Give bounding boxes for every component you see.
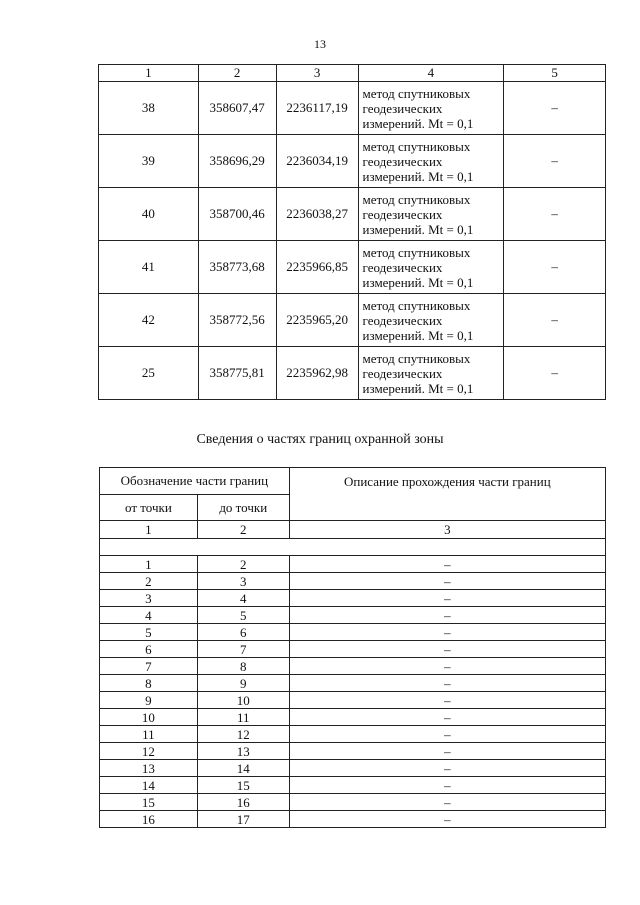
column-number: 1 [99,65,199,82]
table-header-row [100,468,606,495]
to-point-cell: 12 [197,726,289,743]
boundary-parts-table [99,467,606,828]
method-cell [358,135,504,188]
note-cell: – [504,82,606,135]
table-row [100,607,606,624]
column-numbers-row [100,521,606,539]
y-coordinate-cell: 2236117,19 [276,82,358,135]
point-number-cell: 25 [99,347,199,400]
from-point-header: от точки [100,495,198,521]
from-point-cell: 9 [100,692,198,709]
table-row [100,556,606,573]
method-cell [358,347,504,400]
table-row [99,347,606,400]
table-row [99,294,606,347]
empty-row [100,539,606,556]
table-row [100,760,606,777]
table-row [99,135,606,188]
from-point-cell: 6 [100,641,198,658]
table-row [100,573,606,590]
from-point-cell: 8 [100,675,198,692]
to-point-cell: 3 [197,573,289,590]
from-point-cell: 12 [100,743,198,760]
method-line: метод спутниковых [362,297,471,313]
method-line: измерений. Mt = 0,1 [362,274,474,290]
point-number-cell: 38 [99,82,199,135]
to-point-cell: 6 [197,624,289,641]
x-coordinate-cell: 358607,47 [198,82,276,135]
description-cell: – [289,794,605,811]
page-number: 13 [314,37,326,51]
to-point-cell: 16 [197,794,289,811]
table-row [99,188,606,241]
description-cell: – [289,811,605,828]
method-line: геодезических [362,100,443,116]
to-point-cell: 7 [197,641,289,658]
x-coordinate-cell: 358700,46 [198,188,276,241]
column-number: 4 [358,65,504,82]
description-cell: – [289,607,605,624]
method-line: измерений. Mt = 0,1 [362,327,474,343]
point-number-cell: 40 [99,188,199,241]
from-point-cell: 1 [100,556,198,573]
method-cell [358,294,504,347]
point-number-cell: 39 [99,135,199,188]
method-line: метод спутниковых [362,85,471,101]
table-row [100,675,606,692]
column-number: 5 [504,65,606,82]
description-cell: – [289,743,605,760]
note-cell: – [504,135,606,188]
table-row [100,658,606,675]
description-cell: – [289,760,605,777]
to-point-cell: 9 [197,675,289,692]
table-row [100,777,606,794]
table-row [100,641,606,658]
table-row [99,241,606,294]
point-number-cell: 41 [99,241,199,294]
column-number: 3 [289,521,605,539]
from-point-cell: 13 [100,760,198,777]
method-line: метод спутниковых [362,350,471,366]
method-cell [358,188,504,241]
column-number: 1 [100,521,198,539]
table-row [100,692,606,709]
from-point-cell: 10 [100,709,198,726]
column-number: 2 [198,65,276,82]
from-point-cell: 14 [100,777,198,794]
method-cell [358,241,504,294]
description-cell: – [289,726,605,743]
table-row [100,794,606,811]
description-cell: – [289,590,605,607]
method-line: геодезических [362,312,443,328]
x-coordinate-cell: 358696,29 [198,135,276,188]
column-number: 2 [197,521,289,539]
description-cell: – [289,777,605,794]
from-point-cell: 7 [100,658,198,675]
to-point-cell: 14 [197,760,289,777]
note-cell: – [504,294,606,347]
coordinates-table [98,64,606,400]
y-coordinate-cell: 2235962,98 [276,347,358,400]
x-coordinate-cell: 358773,68 [198,241,276,294]
to-point-cell: 8 [197,658,289,675]
table-row [100,811,606,828]
to-point-header: до точки [197,495,289,521]
description-cell: – [289,675,605,692]
from-point-cell: 5 [100,624,198,641]
table-row [100,726,606,743]
point-number-cell: 42 [99,294,199,347]
note-cell: – [504,241,606,294]
designation-header: Обозначение части границ [100,468,290,495]
to-point-cell: 5 [197,607,289,624]
method-line: измерений. Mt = 0,1 [362,168,474,184]
table-row [100,743,606,760]
description-cell: – [289,658,605,675]
table-header-row [99,65,606,82]
method-line: измерений. Mt = 0,1 [362,221,474,237]
method-line: геодезических [362,153,443,169]
x-coordinate-cell: 358772,56 [198,294,276,347]
method-line: геодезических [362,365,443,381]
from-point-cell: 15 [100,794,198,811]
method-cell [358,82,504,135]
note-cell: – [504,347,606,400]
table-row [100,709,606,726]
to-point-cell: 10 [197,692,289,709]
empty-cell [100,539,606,556]
from-point-cell: 16 [100,811,198,828]
method-line: метод спутниковых [362,244,471,260]
description-cell: – [289,692,605,709]
from-point-cell: 3 [100,590,198,607]
from-point-cell: 4 [100,607,198,624]
description-cell: – [289,556,605,573]
to-point-cell: 15 [197,777,289,794]
method-line: измерений. Mt = 0,1 [362,115,474,131]
from-point-cell: 11 [100,726,198,743]
column-number: 3 [276,65,358,82]
y-coordinate-cell: 2235965,20 [276,294,358,347]
description-header: Описание прохождения части границ [289,468,605,521]
method-line: геодезических [362,259,443,275]
method-line: метод спутниковых [362,191,471,207]
method-line: метод спутниковых [362,138,471,154]
to-point-cell: 11 [197,709,289,726]
description-cell: – [289,573,605,590]
table-row [100,624,606,641]
description-cell: – [289,641,605,658]
section-title: Сведения о частях границ охранной зоны [196,432,444,447]
from-point-cell: 2 [100,573,198,590]
to-point-cell: 13 [197,743,289,760]
to-point-cell: 4 [197,590,289,607]
to-point-cell: 17 [197,811,289,828]
to-point-cell: 2 [197,556,289,573]
description-cell: – [289,709,605,726]
note-cell: – [504,188,606,241]
description-cell: – [289,624,605,641]
table-row [99,82,606,135]
y-coordinate-cell: 2236038,27 [276,188,358,241]
x-coordinate-cell: 358775,81 [198,347,276,400]
method-line: измерений. Mt = 0,1 [362,380,474,396]
y-coordinate-cell: 2235966,85 [276,241,358,294]
table-row [100,590,606,607]
method-line: геодезических [362,206,443,222]
y-coordinate-cell: 2236034,19 [276,135,358,188]
